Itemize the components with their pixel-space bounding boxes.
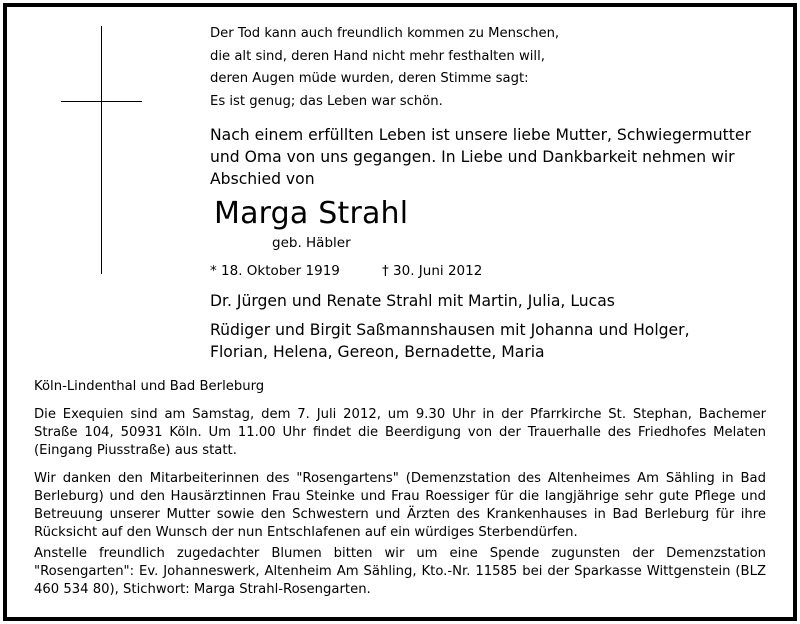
donation-request: Anstelle freundlich zugedachter Blumen bitten wir um eine Spende zugunsten der Demenzstation "Rosengarten": Ev. Johanneswerk, Altenheim Am Sähling, Kto.-Nr. 11585 bei der Sparkasse Wittgenstein (BLZ 460 534 80), Stichwort: Marga Strahl-Rosengarten. [34,546,766,597]
birth-name: geb. Häbler [272,235,351,251]
place-text: Köln-Lindenthal und Bad Berleburg [34,379,265,394]
poem-line: Es ist genug; das Leben war schön. [210,93,443,109]
poem-line: die alt sind, deren Hand nicht mehr festhalten will, [210,48,545,64]
birth-date: * 18. Oktober 1919 [210,263,340,279]
deceased-name: Marga Strahl [214,196,409,231]
poem-line: Der Tod kann auch freundlich kommen zu Menschen, [210,26,560,41]
funeral-details: Die Exequien sind am Samstag, dem 7. Juli 2012, um 9.30 Uhr in der Pfarrkirche St. Stephan, Bachemer Straße 104, 50931 Köln. Um 11.00 Uhr findet die Beerdigung von der Trauerhalle des Friedhofes Melaten (Eingang Piusstraße) aus statt. [34,407,766,458]
death-date: † 30. Juni 2012 [382,263,483,279]
family-line: Dr. Jürgen und Renate Strahl mit Martin, Julia, Lucas [210,292,615,310]
family-line: Florian, Helena, Gereon, Bernadette, Maria [210,343,545,361]
intro-text: Nach einem erfüllten Leben ist unsere liebe Mutter, Schwiegermutter und Oma von uns gegangen. In Liebe und Dankbarkeit nehmen wir Abschied von [210,126,751,188]
family-line: Rüdiger und Birgit Saßmannshausen mit Johanna und Holger, [210,321,690,339]
cross-symbol-horizontal [61,101,142,102]
poem-line: deren Augen müde wurden, deren Stimme sagt: [210,71,529,86]
family-mourners [210,290,690,363]
poem [210,23,559,113]
cross-symbol-vertical [101,26,102,274]
thanks-text: Wir danken den Mitarbeiterinnen des "Rosengartens" (Demenzstation des Altenheimes Am Sähling in Bad Berleburg) und den Hausärztinnen Frau Steinke und Frau Roessiger für die langjährige sehr gute Pflege und Betreuung unserer Mutter sowie den Schwestern und Ärzten des Krankenhauses in Bad Berleburg für ihre Rücksicht auf den Wunsch der nun Entschlafenen auf ein würdiges Sterbendürfen. [34,471,766,540]
